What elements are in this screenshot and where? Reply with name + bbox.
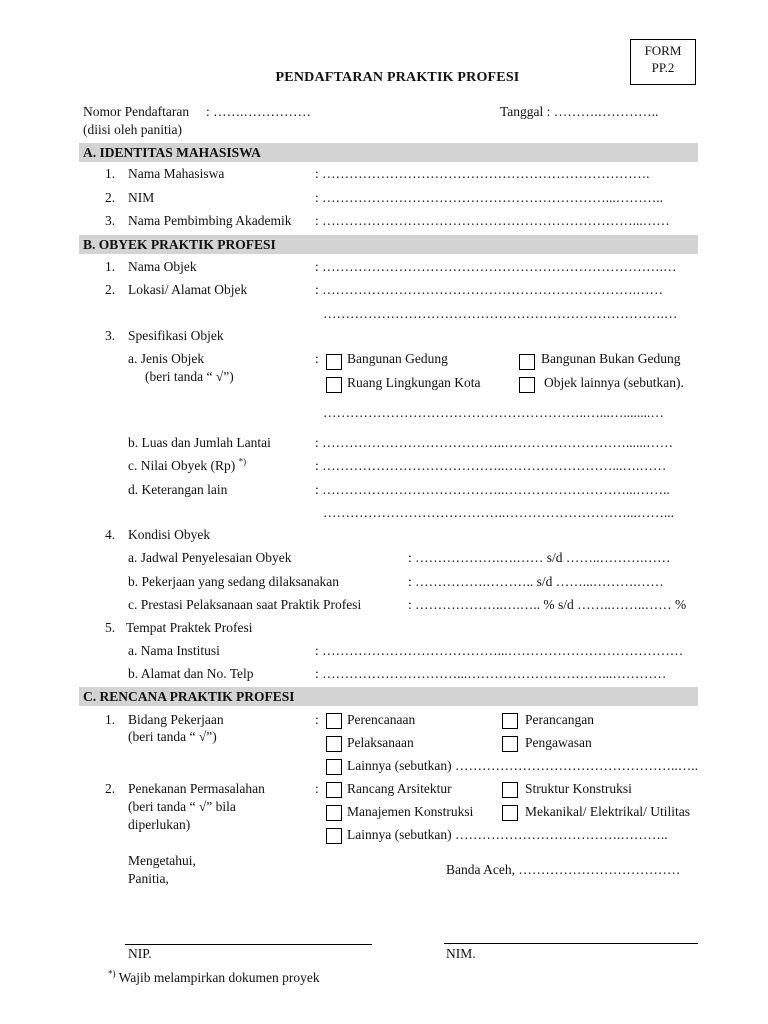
b-row-3-label: Spesifikasi Objek (128, 328, 224, 343)
jadwal-field[interactable]: : ……………….….…… s/d ……..……….…… (408, 550, 671, 565)
option-manajemen-konstruksi: Manajemen Konstruksi (347, 804, 474, 819)
tanggal-field[interactable]: Tanggal : ……….………….. (500, 104, 659, 119)
jadwal-label: a. Jadwal Penyelesaian Obyek (128, 550, 292, 565)
b-row-3-num: 3. (105, 328, 116, 343)
panitia-signature-line (125, 944, 372, 945)
form-code-line-1: FORM (644, 43, 682, 58)
option-pelaksanaan: Pelaksanaan (347, 735, 414, 750)
option-ruang-lingkungan-kota: Ruang Lingkungan Kota (347, 375, 481, 390)
option-struktur-konstruksi: Struktur Konstruksi (525, 781, 632, 796)
a-row-2-num: 2. (105, 190, 116, 205)
pekerjaan-field[interactable]: : …………….……….. s/d ……...……….…… (408, 574, 664, 589)
checkbox-bidang-lainnya[interactable] (326, 759, 342, 775)
option-pengawasan: Pengawasan (525, 735, 592, 750)
option-bidang-lainnya[interactable]: Lainnya (sebutkan) …………………………………………..….. (347, 758, 698, 773)
nilai-field[interactable]: : …………………………………..……………………...….…… (315, 458, 667, 473)
checkbox-penekanan-lainnya[interactable] (326, 828, 342, 844)
a-row-2-label: NIM (128, 190, 155, 205)
b-row-5-label: Tempat Praktek Profesi (126, 620, 253, 635)
place-date-field[interactable]: Banda Aceh, ……………………………… (446, 862, 681, 877)
b-row-5-num: 5. (105, 620, 116, 635)
nilai-label (128, 458, 246, 474)
section-c-heading: C. RENCANA PRAKTIK PROFESI (79, 687, 698, 706)
keterangan-field[interactable]: : …………………………………..………………………...…….. (315, 482, 670, 497)
b-row-4-label: Kondisi Obyek (128, 527, 211, 542)
checkbox-pengawasan[interactable] (502, 736, 518, 752)
nomor-label: Nomor Pendaftaran (83, 104, 190, 119)
b-row-2-num: 2. (105, 282, 116, 297)
checkbox-objek-lainnya[interactable] (519, 377, 535, 393)
institusi-label: a. Nama Institusi (128, 643, 220, 658)
c-row-1-num: 1. (105, 712, 116, 727)
option-perencanaan: Perencanaan (347, 712, 416, 727)
b-row-1-label: Nama Objek (128, 259, 197, 274)
option-bangunan-gedung: Bangunan Gedung (347, 351, 448, 366)
b-row-1-field[interactable]: : ………………………………………………………………….… (315, 259, 677, 274)
c-row-2-num: 2. (105, 781, 116, 796)
option-penekanan-lainnya[interactable]: Lainnya (sebutkan) ……………………………….……….. (347, 827, 668, 842)
nomor-value[interactable]: : …….…………… (206, 104, 312, 119)
alamat-telp-field[interactable]: : …………………………...…………………………...………… (315, 666, 667, 681)
option-rancang-arsitektur: Rancang Arsitektur (347, 781, 452, 796)
footnote (108, 970, 320, 986)
checkbox-perancangan[interactable] (502, 713, 518, 729)
b-row-4-num: 4. (105, 527, 116, 542)
nilai-label-text: c. Nilai Obyek (Rp) (128, 458, 236, 473)
a-row-2-field[interactable]: : ………………………………………………………...……….. (315, 190, 664, 205)
a-row-3-label: Nama Pembimbing Akademik (128, 213, 292, 228)
jenis-objek-note: (beri tanda “ √”) (145, 369, 234, 384)
alamat-telp-label: b. Alamat dan No. Telp (128, 666, 254, 681)
footnote-mark: *) (108, 968, 116, 979)
a-row-1-field[interactable]: : ………………………………………………………………. (315, 166, 650, 181)
penekanan-colon: : (315, 781, 319, 796)
nip-label: NIP. (128, 946, 152, 961)
c-row-1-label: Bidang Pekerjaan (128, 712, 224, 727)
student-signature-line (444, 943, 698, 944)
jenis-colon: : (315, 351, 319, 366)
c-row-2-note-2: diperlukan) (128, 817, 191, 832)
page-title: PENDAFTARAN PRAKTIK PROFESI (275, 70, 520, 85)
section-a-heading: A. IDENTITAS MAHASISWA (79, 143, 698, 162)
footnote-text: Wajib melampirkan dokumen proyek (118, 970, 320, 985)
keterangan-field-cont[interactable]: …………………………………..………………………...……... (323, 505, 674, 520)
a-row-3-field[interactable]: : ……………………………………………………………...…… (315, 213, 670, 228)
form-code-line-2: PP.2 (651, 60, 675, 75)
option-perancangan: Perancangan (525, 712, 594, 727)
checkbox-bangunan-bukan-gedung[interactable] (519, 354, 535, 370)
b-row-1-num: 1. (105, 259, 116, 274)
bidang-colon: : (315, 712, 319, 727)
option-mekanikal-elektrikal-utilitas: Mekanikal/ Elektrikal/ Utilitas (525, 804, 690, 819)
nim-label: NIM. (446, 946, 476, 961)
jenis-lainnya-field[interactable]: …………………………………………………..…...…........… (323, 405, 664, 420)
a-row-3-num: 3. (105, 213, 116, 228)
b-row-2-field-cont[interactable]: ………………………………………………………………….… (323, 306, 678, 321)
keterangan-label: d. Keterangan lain (128, 482, 228, 497)
luas-field[interactable]: : …………………………………..………………………......…… (315, 435, 674, 450)
jenis-objek-label: a. Jenis Objek (128, 351, 205, 366)
a-row-1-label: Nama Mahasiswa (128, 166, 225, 181)
institusi-field[interactable]: : …………………………………...………………………………… (315, 643, 684, 658)
option-bangunan-bukan-gedung: Bangunan Bukan Gedung (541, 351, 681, 366)
option-objek-lainnya: Objek lainnya (sebutkan). (544, 375, 684, 390)
checkbox-manajemen-konstruksi[interactable] (326, 805, 342, 821)
b-row-2-field[interactable]: : …………………………………………………………….…… (315, 282, 664, 297)
nomor-note: (diisi oleh panitia) (83, 122, 182, 137)
c-row-2-note-1: (beri tanda “ √” bila (128, 799, 236, 814)
luas-label: b. Luas dan Jumlah Lantai (128, 435, 271, 450)
nilai-footnote-mark: *) (238, 456, 247, 467)
prestasi-label: c. Prestasi Pelaksanaan saat Praktik Profesi (128, 597, 362, 612)
checkbox-perencanaan[interactable] (326, 713, 342, 729)
c-row-1-note: (beri tanda “ √”) (128, 729, 217, 744)
b-row-2-label: Lokasi/ Alamat Objek (128, 282, 248, 297)
checkbox-bangunan-gedung[interactable] (326, 354, 342, 370)
checkbox-pelaksanaan[interactable] (326, 736, 342, 752)
checkbox-mekanikal-elektrikal-utilitas[interactable] (502, 805, 518, 821)
panitia-label: Panitia, (128, 871, 169, 886)
checkbox-ruang-lingkungan-kota[interactable] (326, 377, 342, 393)
c-row-2-label: Penekanan Permasalahan (128, 781, 265, 796)
checkbox-rancang-arsitektur[interactable] (326, 782, 342, 798)
section-b-heading: B. OBYEK PRAKTIK PROFESI (79, 235, 698, 254)
checkbox-struktur-konstruksi[interactable] (502, 782, 518, 798)
mengetahui-label: Mengetahui, (128, 853, 196, 868)
a-row-1-num: 1. (105, 166, 116, 181)
pekerjaan-label: b. Pekerjaan yang sedang dilaksanakan (128, 574, 340, 589)
prestasi-field[interactable]: : ………………..….….. % s/d ……..……..…… % (408, 597, 687, 612)
